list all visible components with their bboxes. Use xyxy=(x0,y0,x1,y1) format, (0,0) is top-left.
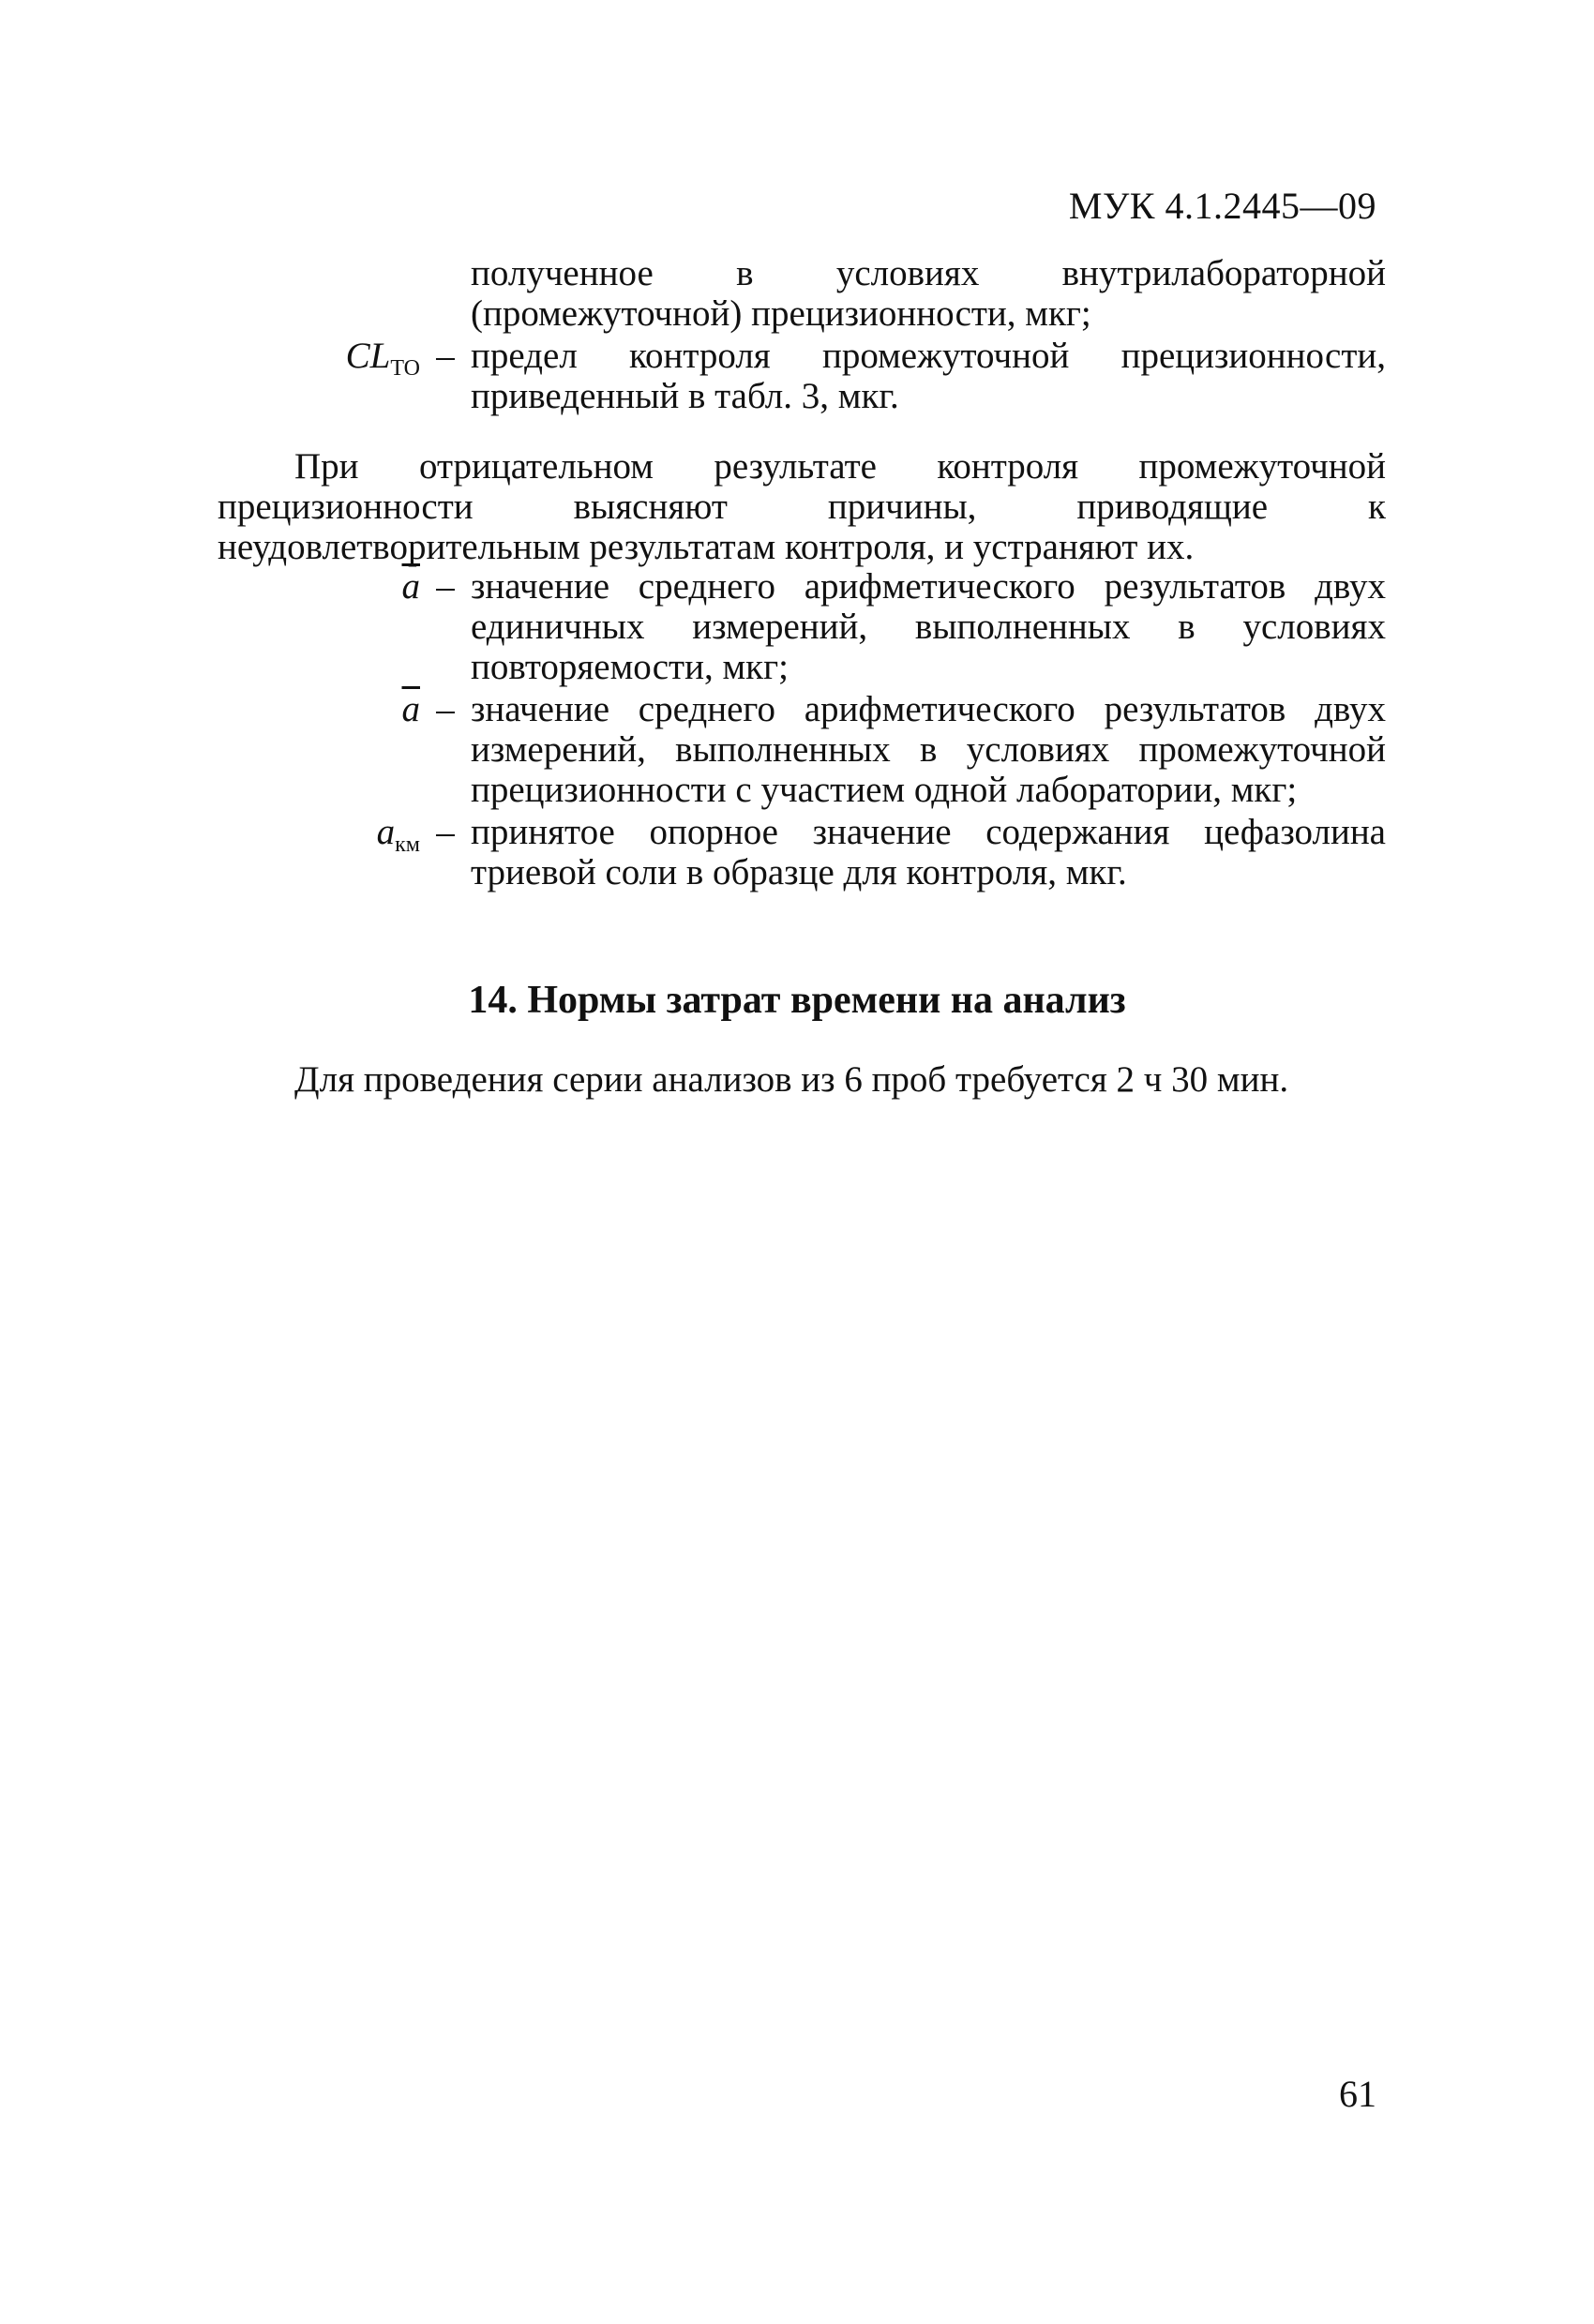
term-symbol: $\overline{a}$ xyxy=(401,689,420,729)
definition-text: значение среднего арифметического результатов двух измерений, выполненных в условиях промежуточной прецизионности с участием одной лаборатории, мкг; xyxy=(471,689,1386,810)
definition-term xyxy=(281,812,420,865)
definition-item xyxy=(281,566,1386,687)
term-subscript: км xyxy=(395,832,420,857)
definitions-list xyxy=(281,566,1386,892)
definition-cl xyxy=(281,336,1386,416)
term-symbol: CL xyxy=(345,336,391,376)
definition-dash: – xyxy=(436,812,455,852)
definition-term xyxy=(281,336,420,389)
term-symbol: $\overline{a}$ xyxy=(401,566,420,607)
page-number: 61 xyxy=(1339,2073,1376,2115)
running-header: МУК 4.1.2445—09 xyxy=(1068,185,1376,227)
section-heading: 14. Нормы затрат времени на анализ xyxy=(468,979,1126,1022)
definition-text: принятое опорное значение содержания цефазолина триевой соли в образце для контроля, мкг. xyxy=(471,812,1386,892)
definition-item xyxy=(281,689,1386,810)
definition-text: значение среднего арифметического результатов двух единичных измерений, выполненных в условиях повторяемости, мкг; xyxy=(471,566,1386,687)
body-paragraph: При отрицательном результате контроля промежуточной прецизионности выясняют причины, приводящие к неудовлетворительным результатам контроля, и устраняют их. xyxy=(218,446,1386,567)
definition-term xyxy=(281,689,420,729)
term-symbol: a xyxy=(376,812,396,852)
definition-dash: – xyxy=(436,566,455,607)
definition-text: предел контроля промежуточной прецизионности, приведенный в табл. 3, мкг. xyxy=(471,336,1386,416)
section-paragraph: Для проведения серии анализов из 6 проб требуется 2 ч 30 мин. xyxy=(294,1059,1289,1100)
definition-item xyxy=(281,812,1386,892)
definition-dash: – xyxy=(436,336,455,376)
term-subscript: ТО xyxy=(390,356,420,381)
definition-term xyxy=(281,566,420,607)
definition-dash: – xyxy=(436,689,455,729)
definition-continuation-text: полученное в условиях внутрилабораторной (промежуточной) прецизионности, мкг; xyxy=(471,253,1386,334)
definitions-top xyxy=(281,253,1386,416)
definition-continuation xyxy=(281,253,1386,334)
